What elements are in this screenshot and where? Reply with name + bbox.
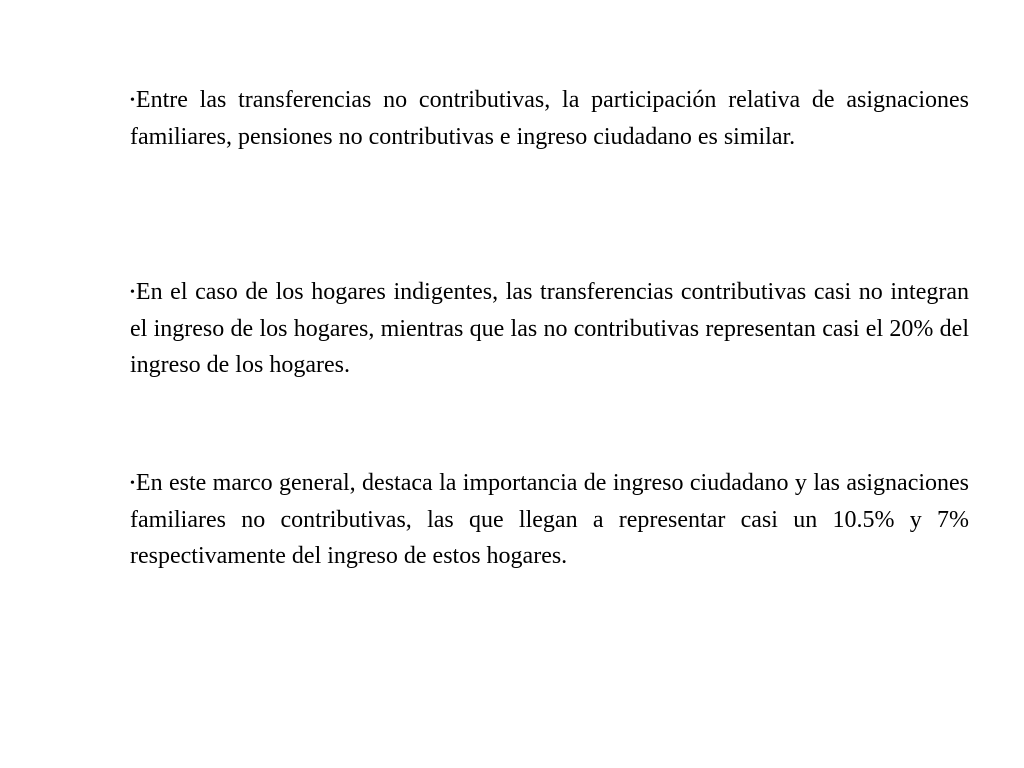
bullet-text-2: En el caso de los hogares indigentes, las transferencias contributivas casi no integran el ingreso de los hogares, mientras que las no contributivas representan casi el 20% del ingreso de los hogares. (130, 279, 969, 378)
bullet-icon: • (130, 476, 135, 491)
bullet-paragraph-2 (130, 274, 969, 383)
bullet-text-1: Entre las transferencias no contributivas, la participación relativa de asignaciones familiares, pensiones no contributivas e ingreso ciudadano es similar. (130, 87, 969, 150)
bullet-paragraph-3 (130, 465, 969, 574)
bullet-icon: • (130, 93, 135, 108)
bullet-paragraph-1 (130, 82, 969, 155)
bullet-text-3: En este marco general, destaca la importancia de ingreso ciudadano y las asignaciones familiares no contributivas, las que llegan a representar casi un 10.5% y 7% respectivamente del ingreso de estos hogares. (130, 470, 969, 569)
bullet-icon: • (130, 285, 135, 300)
